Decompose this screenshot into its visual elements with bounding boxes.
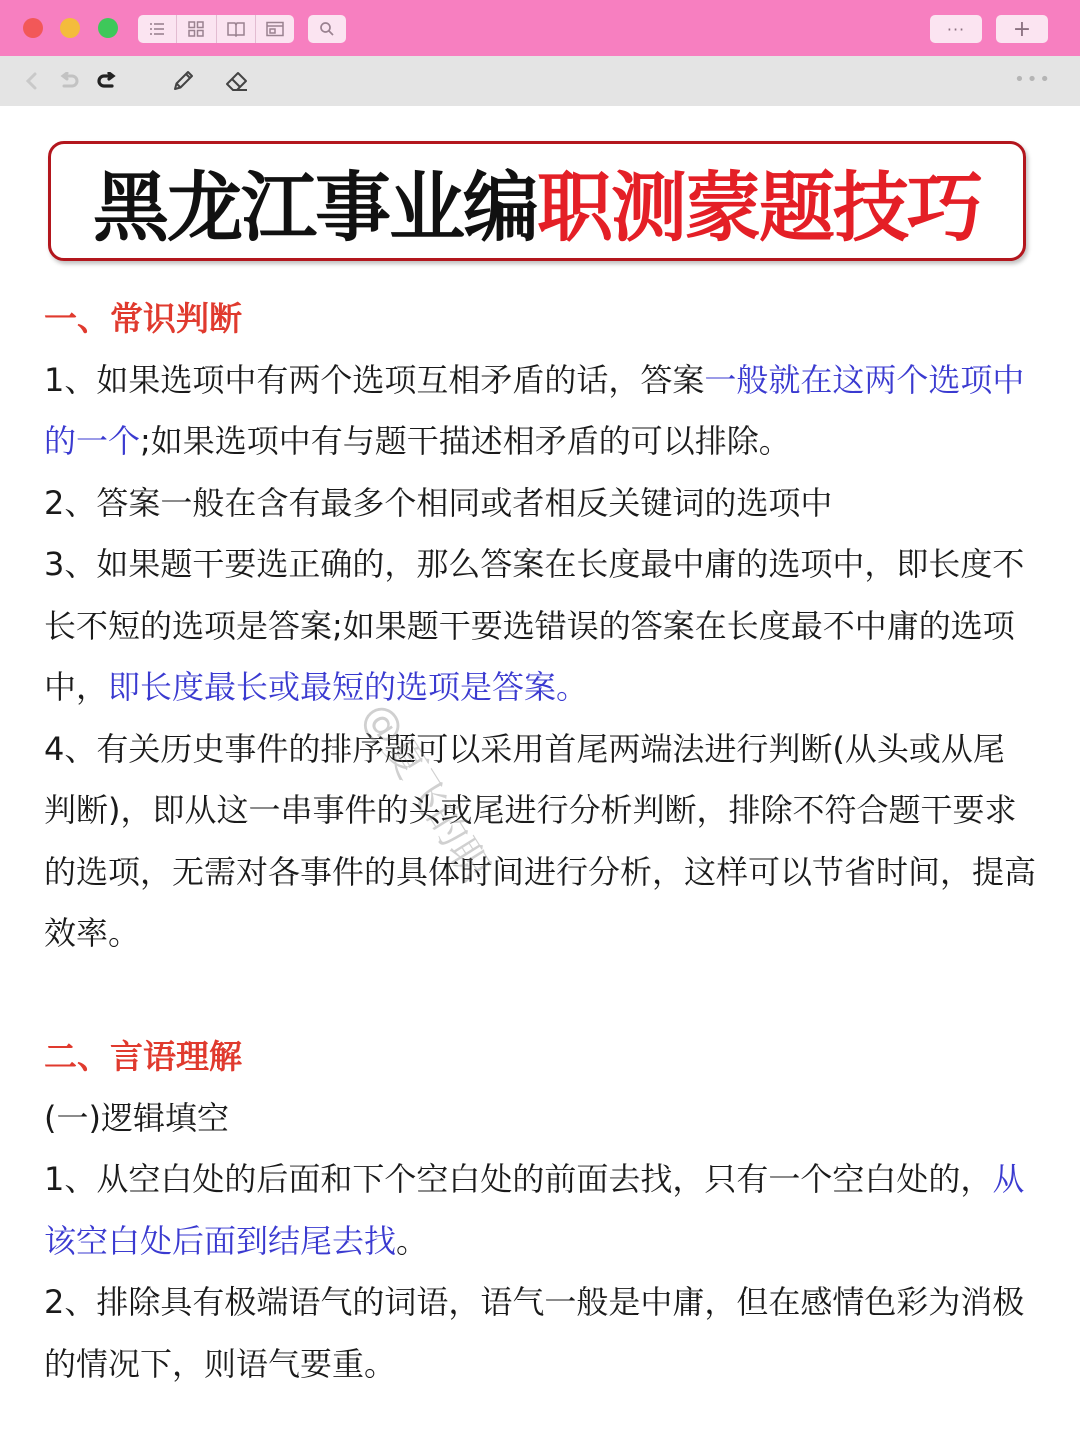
grid-view-icon[interactable] <box>177 15 216 43</box>
highlighted-text: 即长度最长或最短的选项是答案。 <box>108 668 589 706</box>
text-run: 1、从空白处的后面和下个空白处的前面去找，只有一个空白处的， <box>44 1160 993 1198</box>
text-run: 1、如果选项中有两个选项互相矛盾的话，答案 <box>44 360 705 399</box>
paragraph-2-1 <box>44 1149 1036 1272</box>
search-button[interactable] <box>308 15 346 43</box>
subheading-logic-fill: (一)逻辑填空 <box>44 1098 229 1137</box>
section-heading-verbal-comprehension: 二、言语理解 <box>44 1037 242 1076</box>
text-run: ;如果选项中有与题干描述相矛盾的可以排除。 <box>140 422 791 460</box>
search-icon <box>319 21 335 37</box>
text-run: 。 <box>396 1221 429 1260</box>
spacer <box>44 965 1036 1027</box>
window-view-icon[interactable] <box>256 15 294 43</box>
window-titlebar <box>0 0 1080 56</box>
watermark: @夏飞的职 <box>353 694 499 889</box>
text-run: 3、如果题干要选正确的，那么答案在长度最中庸的选项中，即长度不长不短的选项是答案;如果题干要选错误的答案在长度最不中庸的选项中， <box>44 545 1025 706</box>
back-icon[interactable] <box>16 66 46 96</box>
title-black-part: 黑龙江事业编 <box>93 162 537 252</box>
view-mode-group <box>138 15 294 43</box>
paragraph-1-4: 4、有关历史事件的排序题可以采用首尾两端法进行判断(从头或从尾判断)，即从这一串事件的头或尾进行分析判断，排除不符合题干要求的选项，无需对各事件的具体时间进行分析，这样可以节省时间，提高效率。 <box>44 729 1037 952</box>
eraser-icon[interactable] <box>222 66 252 96</box>
paragraph-1-2: 2、答案一般在含有最多个相同或者相反关键词的选项中 <box>44 483 833 522</box>
add-page-button[interactable]: + <box>996 15 1048 43</box>
title-red-part: 职测蒙题技巧 <box>537 162 981 252</box>
pencil-icon[interactable] <box>168 66 198 96</box>
close-window-button[interactable] <box>23 18 43 38</box>
highlighted-text: 从该空白处后面到结尾去找 <box>44 1160 1025 1260</box>
editing-toolbar <box>0 56 1080 106</box>
maximize-window-button[interactable] <box>98 18 118 38</box>
note-content <box>44 288 1036 1395</box>
more-options-button[interactable]: ··· <box>930 15 982 43</box>
paragraph-2-2: 2、排除具有极端语气的词语，语气一般是中庸，但在感情色彩为消极的情况下，则语气要重。 <box>44 1283 1025 1383</box>
list-view-icon[interactable] <box>138 15 177 43</box>
undo-icon[interactable] <box>54 66 84 96</box>
redo-icon[interactable] <box>92 66 122 96</box>
page-title <box>48 141 1026 261</box>
highlighted-text: 一般就在这两个选项中的一个 <box>44 360 1025 460</box>
toolbar-more-button[interactable]: ••• <box>1014 69 1052 90</box>
minimize-window-button[interactable] <box>60 18 80 38</box>
paragraph-1-3 <box>44 534 1036 719</box>
paragraph-1-1 <box>44 350 1036 473</box>
section-heading-general-knowledge: 一、常识判断 <box>44 299 242 338</box>
book-view-icon[interactable] <box>217 15 256 43</box>
